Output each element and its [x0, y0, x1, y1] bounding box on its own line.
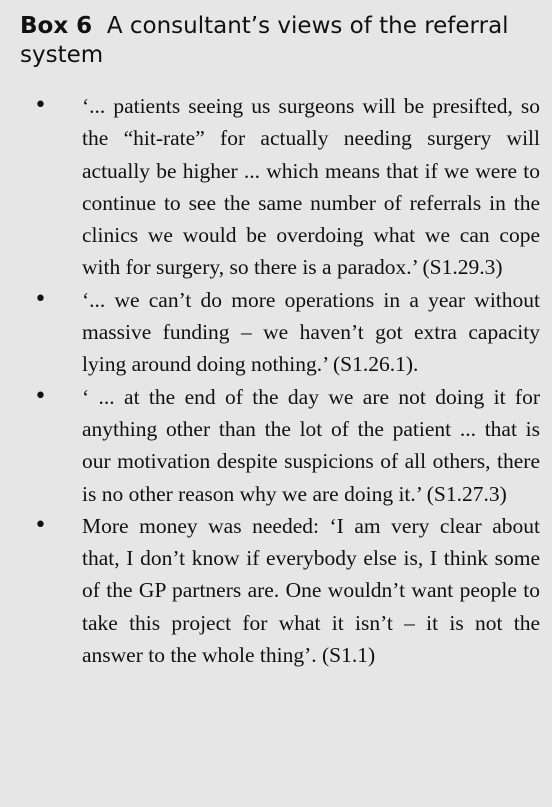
- bullet-icon: •: [34, 286, 47, 312]
- box-title: [20, 12, 540, 70]
- box-title-text: A consultant’s views of the referral system: [20, 13, 509, 68]
- list-item: [0, 510, 540, 671]
- bullet-list: [0, 90, 540, 671]
- bullet-icon: •: [34, 383, 47, 409]
- bullet-text: ‘ ... at the end of the day we are not doing it for anything other than the lot of the patient ... that is our motivation despite suspicions of all others, there is no other reason why we are doing it.’ (S1.27.3): [82, 384, 540, 506]
- bullet-icon: •: [34, 512, 47, 538]
- list-item: [0, 381, 540, 510]
- box-label: Box 6: [20, 13, 93, 39]
- bullet-text: More money was needed: ‘I am very clear about that, I don’t know if everybody else is, I think some of the GP partners are. One wouldn’t want people to take this project for what it isn’t – it is not the answer to the whole thing’. (S1.1): [82, 513, 540, 668]
- list-item: [0, 90, 540, 284]
- list-item: [0, 284, 540, 381]
- bullet-text: ‘... we can’t do more operations in a year without massive funding – we haven’t got extra capacity lying around doing nothing.’ (S1.26.1).: [82, 287, 540, 377]
- bullet-text: ‘... patients seeing us surgeons will be presifted, so the “hit-rate” for actually needing surgery will actually be higher ... which means that if we were to continue to see the same number of referrals in the clinics we would be overdoing what we can cope with for surgery, so there is a paradox.’ (S1.29.3): [82, 94, 540, 280]
- bullet-icon: •: [34, 93, 47, 118]
